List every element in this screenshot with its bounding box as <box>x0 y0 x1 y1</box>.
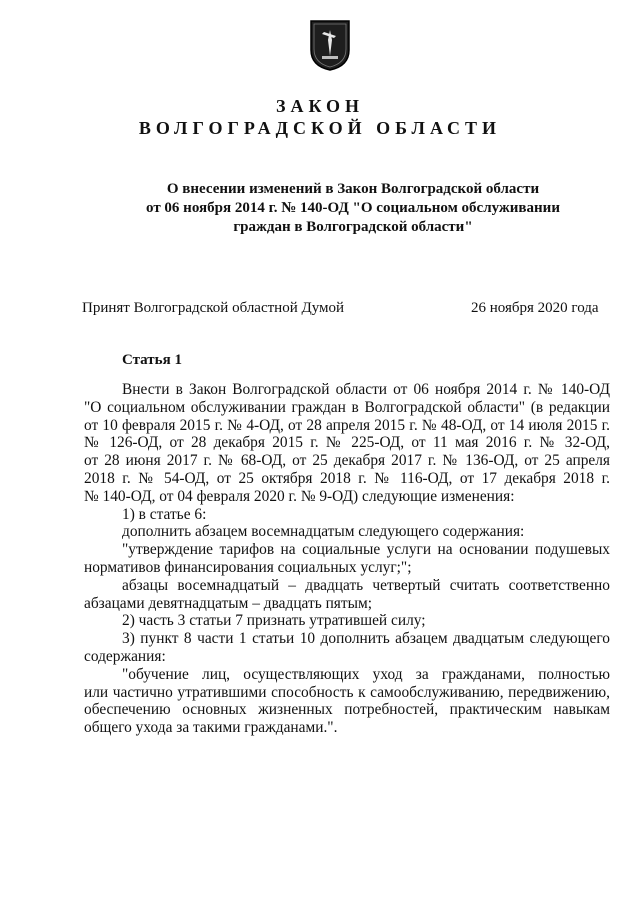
heading-line: от 06 ноября 2014 г. № 140-ОД "О социальном обслуживании <box>146 200 560 216</box>
body-line: "О социальном обслуживании граждан в Волгоградской области" (в редакции <box>84 398 610 416</box>
article-body <box>84 381 610 737</box>
body-line: общего ухода за такими гражданами.". <box>84 719 338 737</box>
body-line: или частично утратившими способность к самообслуживанию, передвижению, <box>84 683 610 701</box>
body-line: 2018 г. № 54-ОД, от 25 октября 2018 г. № 116-ОД, от 17 декабря 2018 г. <box>84 469 610 487</box>
heading-line: граждан в Волгоградской области" <box>233 219 473 235</box>
adopted-by: Принят Волгоградской областной Думой <box>82 300 345 316</box>
body-line: абзацами девятнадцатым – двадцать пятым; <box>84 594 372 612</box>
article-title: Статья 1 <box>122 352 182 368</box>
body-line: обеспечению основных жизненных потребностей, практическим навыкам <box>84 701 610 719</box>
law-heading <box>118 180 588 237</box>
body-line: 2) часть 3 статьи 7 признать утратившей силу; <box>122 612 426 630</box>
body-line: от 10 февраля 2015 г. № 4-ОД, от 28 апреля 2015 г. № 48-ОД, от 14 июля 2015 г. <box>84 416 610 434</box>
body-line: содержания: <box>84 647 166 665</box>
body-line: "обучение лиц, осуществляющих уход за гражданами, полностью <box>122 665 610 683</box>
law-title: ЗАКОН <box>275 96 365 116</box>
body-line: "утверждение тарифов на социальные услуги на основании подушевых <box>122 541 610 559</box>
heading-line: О внесении изменений в Закон Волгоградской области <box>166 181 540 197</box>
law-region: ВОЛГОГРАДСКОЙ ОБЛАСТИ <box>138 118 502 138</box>
body-line: № 140-ОД, от 04 февраля 2020 г. № 9-ОД) следующие изменения: <box>84 487 515 505</box>
body-line: Внести в Закон Волгоградской области от 06 ноября 2014 г. № 140-ОД <box>122 381 610 398</box>
body-line: 1) в статье 6: <box>122 505 207 523</box>
body-line: № 126-ОД, от 28 декабря 2015 г. № 225-ОД, от 11 мая 2016 г. № 32-ОД, <box>84 434 610 452</box>
body-line: 3) пункт 8 части 1 статьи 10 дополнить абзацем двадцатым следующего <box>122 630 610 648</box>
adopted-date: 26 ноября 2020 года <box>471 300 599 316</box>
coat-of-arms-icon <box>308 18 352 72</box>
body-line: абзацы восемнадцатый – двадцать четвертый считать соответственно <box>122 576 610 594</box>
body-line: от 28 июня 2017 г. № 68-ОД, от 25 декабря 2017 г. № 136-ОД, от 25 апреля <box>84 452 610 470</box>
body-line: нормативов финансирования социальных услуг;"; <box>84 558 412 576</box>
body-line: дополнить абзацем восемнадцатым следующего содержания: <box>122 523 525 541</box>
